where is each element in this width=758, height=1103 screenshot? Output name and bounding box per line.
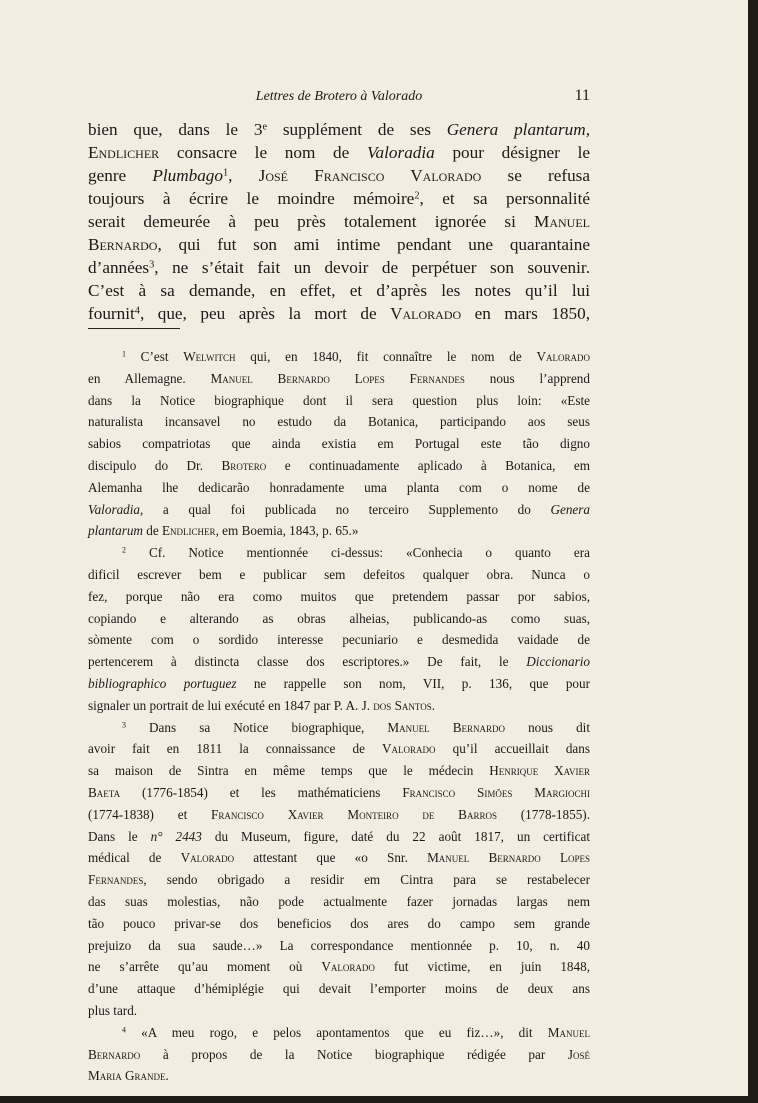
footnote-1: $^1$ C’est Welwitch qui, en 1840, fit connaître le nom de Valorado en Allemagne. Manuel Bernardo Lopes Fernandes nous l’apprend dans la Notice biographique dont il sera question plus loin: «Este naturalista incansavel no estudo da Botanica, participando aos seus sabios compatriotas que ainda existia em Portugal este tão digno discipulo do Dr. Brotero e continuadamente aplicado à Botanica, em Alemanha lhe dedicarão honradamente uma planta com o nome de Valoradia, a qual foi publicada no terceiro Supplemento do Genera plantarum de Endlicher, em Boemia, 1843, p. 65.» (88, 349, 591, 539)
page-header (88, 87, 590, 109)
page-bottom-shadow (0, 1096, 758, 1103)
footnote-3: $^3$ Dans sa Notice biographique, Manuel Bernardo nous dit avoir fait en 1811 la connaissance de Valorado qu’il accueillait dans sa maison de Sintra en même temps que le médecin Henrique Xavier Baeta (1776-1854) et les mathématiciens Francisco Simões Margiochi (1774-1838) et Francisco Xavier Monteiro de Barros (1778-1855). Dans le n° 2443 du Museum, figure, daté du 22 août 1817, un certificat médical de Valorado attestant que «o Snr. Manuel Bernardo Lopes Fernandes, sendo obrigado a residir em Cintra para se restabelecer das suas molestias, não pode actualmente fazer jornadas largas nem tão pouco privar-se dos beneficios dos ares do campo sem grande prejuizo da sua saude…» La correspondance mentionnée p. 10, n. 40 ne s’arrête qu’au moment où Valorado fut victime, en juin 1848, d’une attaque d’hémiplégie qui devait l’emporter moins de deux ans plus tard. (88, 719, 591, 1018)
body-line: Bernardo, qui fut son ami intime pendant une quarantaine (88, 235, 590, 254)
main-paragraph (88, 118, 590, 325)
body-line: genre Plumbago$^1$, José Francisco Valorado se refusa (88, 166, 590, 185)
footnote-number: 1 (122, 349, 126, 359)
footnote-number: 3 (122, 720, 126, 730)
body-line: Endlicher consacre le nom de Valoradia pour désigner le (88, 143, 590, 162)
page-number: 11 (574, 87, 590, 104)
body-line: C’est à sa demande, en effet, et d’après les notes qu’il lui (88, 281, 590, 300)
body-line: serait demeurée à peu près totalement ignorée si Manuel (88, 212, 590, 231)
running-title: Lettres de Brotero à Valorado (255, 89, 423, 104)
body-line: d’années$^3$, ne s’était fait un devoir de perpétuer son souvenir. (88, 258, 590, 277)
footnotes (88, 346, 590, 1087)
footnote-number: 4 (122, 1025, 126, 1035)
footnote-number: 2 (122, 545, 126, 555)
footnote-2: $^2$ Cf. Notice mentionnée ci-dessus: «Conhecia o quanto era dificil escrever bem e publicar sem defeitos qualquer obra. Nunca o fez, porque não era como muitos que pretendem passar por sabios, copiando e alterando as obras alheias, publicando-as como suas, sòmente com o sordido interesse pecuniario e desmedida vaidade de pertencerem à distincta classe dos escriptores.» De fait, le Diccionario bibliographico portuguez ne rappelle son nom, VII, p. 136, que pour signaler un portrait de lui exécuté en 1847 par P. A. J. dos Santos. (88, 545, 590, 713)
footnote-4: $^4$ «A meu rogo, e pelos apontamentos que eu fiz…», dit Manuel Bernardo à propos de la Notice biographique rédigée par José Maria Grande. (88, 1024, 590, 1084)
body-line: toujours à écrire le moindre mémoire$^2$, et sa personnalité (88, 189, 590, 208)
page-edge-shadow (748, 0, 758, 1103)
footnote-separator (88, 328, 180, 329)
body-line: bien que, dans le 3e supplément de ses Genera plantarum, (88, 120, 590, 139)
body-line: fournit$^4$, que, peu après la mort de Valorado en mars 1850, (88, 304, 591, 323)
